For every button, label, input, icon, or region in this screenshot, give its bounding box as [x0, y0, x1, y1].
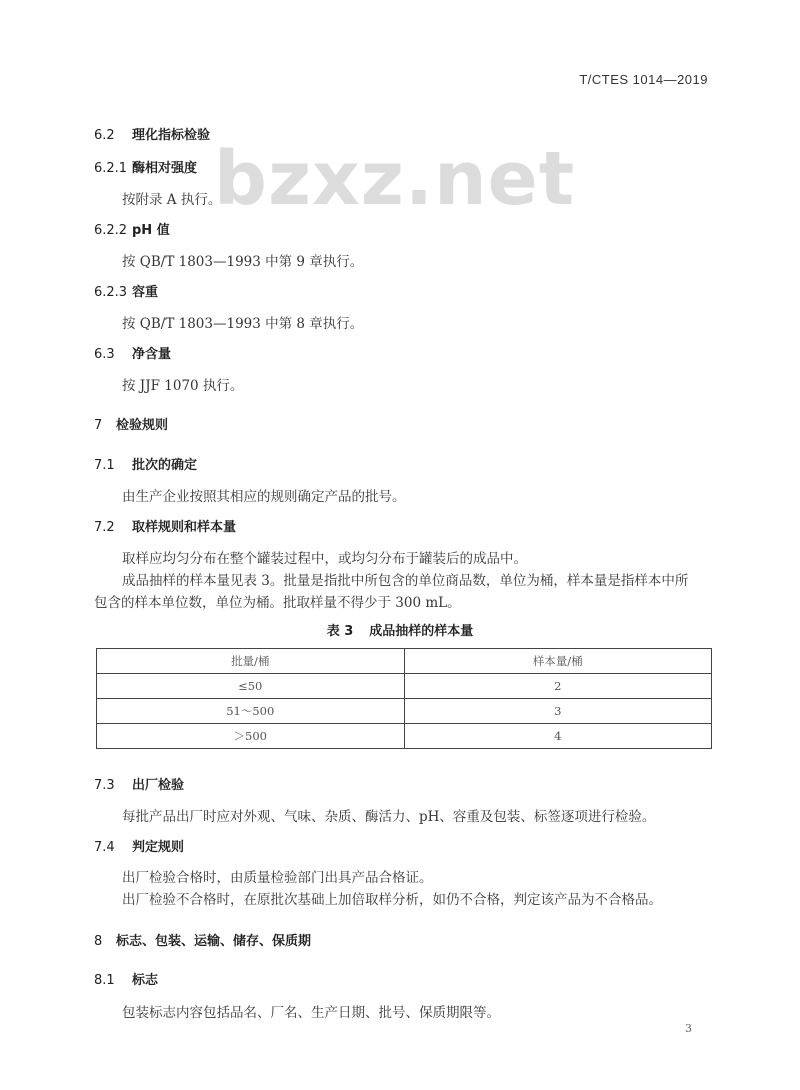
table-cell: 51～500 [97, 699, 405, 724]
page-number: 3 [685, 1022, 692, 1035]
heading-number: 7 [94, 418, 103, 433]
table-cell: 3 [404, 699, 712, 724]
table-cell: ≤50 [97, 674, 405, 699]
heading-number: 7.1 [94, 458, 115, 473]
heading-number: 6.3 [94, 347, 115, 362]
heading-title: 容重 [132, 285, 159, 300]
heading-7 [94, 414, 168, 433]
paragraph-7-2-line-2: 成品抽样的样本量见表 3。批量是指批中所包含的单位商品数，单位为桶，样本量是指样本中所 [122, 573, 689, 589]
heading-number: 8 [94, 934, 103, 949]
paragraph-6-2-3: 按 QB/T 1803—1993 中第 8 章执行。 [122, 316, 364, 332]
watermark: bzxz.net [214, 136, 576, 222]
heading-number: 6.2.1 [94, 161, 128, 176]
heading-number: 8.1 [94, 973, 115, 988]
heading-title: 酶相对强度 [132, 161, 198, 176]
paragraph-7-3: 每批产品出厂时应对外观、气味、杂质、酶活力、pH、容重及包装、标签逐项进行检验。 [122, 809, 656, 825]
heading-title: 理化指标检验 [132, 128, 211, 143]
paragraph-7-2-line-3: 包含的样本单位数，单位为桶。批取样量不得少于 300 mL。 [94, 595, 461, 611]
heading-title: 标志、包装、运输、储存、保质期 [116, 934, 312, 949]
paragraph-6-2-1: 按附录 A 执行。 [122, 192, 222, 208]
heading-6-3 [94, 343, 171, 362]
table-cell: 2 [404, 674, 712, 699]
heading-7-3 [94, 774, 184, 793]
document-code: T/CTES 1014—2019 [579, 72, 708, 87]
heading-7-2 [94, 516, 236, 535]
heading-number: 7.2 [94, 520, 115, 535]
heading-title: pH 值 [132, 223, 170, 238]
heading-title: 出厂检验 [132, 778, 185, 793]
table-cell: 4 [404, 724, 712, 749]
paragraph-7-4-line-1: 出厂检验合格时，由质量检验部门出具产品合格证。 [122, 870, 433, 886]
paragraph-7-2-line-1: 取样应均匀分布在整个罐装过程中，或均匀分布于罐装后的成品中。 [122, 551, 527, 567]
table-row [97, 699, 712, 724]
heading-title: 取样规则和样本量 [132, 520, 237, 535]
table-caption-title: 成品抽样的样本量 [369, 624, 474, 639]
heading-title: 批次的确定 [132, 458, 198, 473]
sample-size-table [96, 648, 712, 749]
heading-6-2-2 [94, 219, 170, 238]
heading-number: 7.4 [94, 840, 115, 855]
heading-7-1 [94, 454, 197, 473]
paragraph-7-1: 由生产企业按照其相应的规则确定产品的批号。 [122, 489, 406, 505]
table-header-cell: 样本量/桶 [404, 649, 712, 674]
heading-title: 标志 [132, 973, 159, 988]
heading-number: 7.3 [94, 778, 115, 793]
heading-8 [94, 930, 311, 949]
paragraph-8-1: 包装标志内容包括品名、厂名、生产日期、批号、保质期限等。 [122, 1005, 500, 1021]
heading-6-2-1 [94, 157, 197, 176]
table-row [97, 724, 712, 749]
heading-number: 6.2.2 [94, 223, 128, 238]
heading-title: 判定规则 [132, 840, 185, 855]
heading-number: 6.2 [94, 128, 115, 143]
heading-7-4 [94, 836, 184, 855]
table-row [97, 674, 712, 699]
heading-title: 净含量 [132, 347, 172, 362]
heading-title: 检验规则 [116, 418, 169, 433]
heading-number: 6.2.3 [94, 285, 128, 300]
paragraph-6-2-2: 按 QB/T 1803—1993 中第 9 章执行。 [122, 254, 364, 270]
paragraph-6-3: 按 JJF 1070 执行。 [122, 378, 244, 394]
table-cell: ＞500 [97, 724, 405, 749]
heading-8-1 [94, 969, 158, 988]
heading-6-2 [94, 124, 210, 143]
table-caption [0, 620, 800, 639]
table-header-cell: 批量/桶 [97, 649, 405, 674]
table-header-row [97, 649, 712, 674]
paragraph-7-4-line-2: 出厂检验不合格时，在原批次基础上加倍取样分析，如仍不合格，判定该产品为不合格品。 [122, 892, 662, 908]
heading-6-2-3 [94, 281, 158, 300]
table-caption-number: 表 3 [326, 624, 354, 639]
